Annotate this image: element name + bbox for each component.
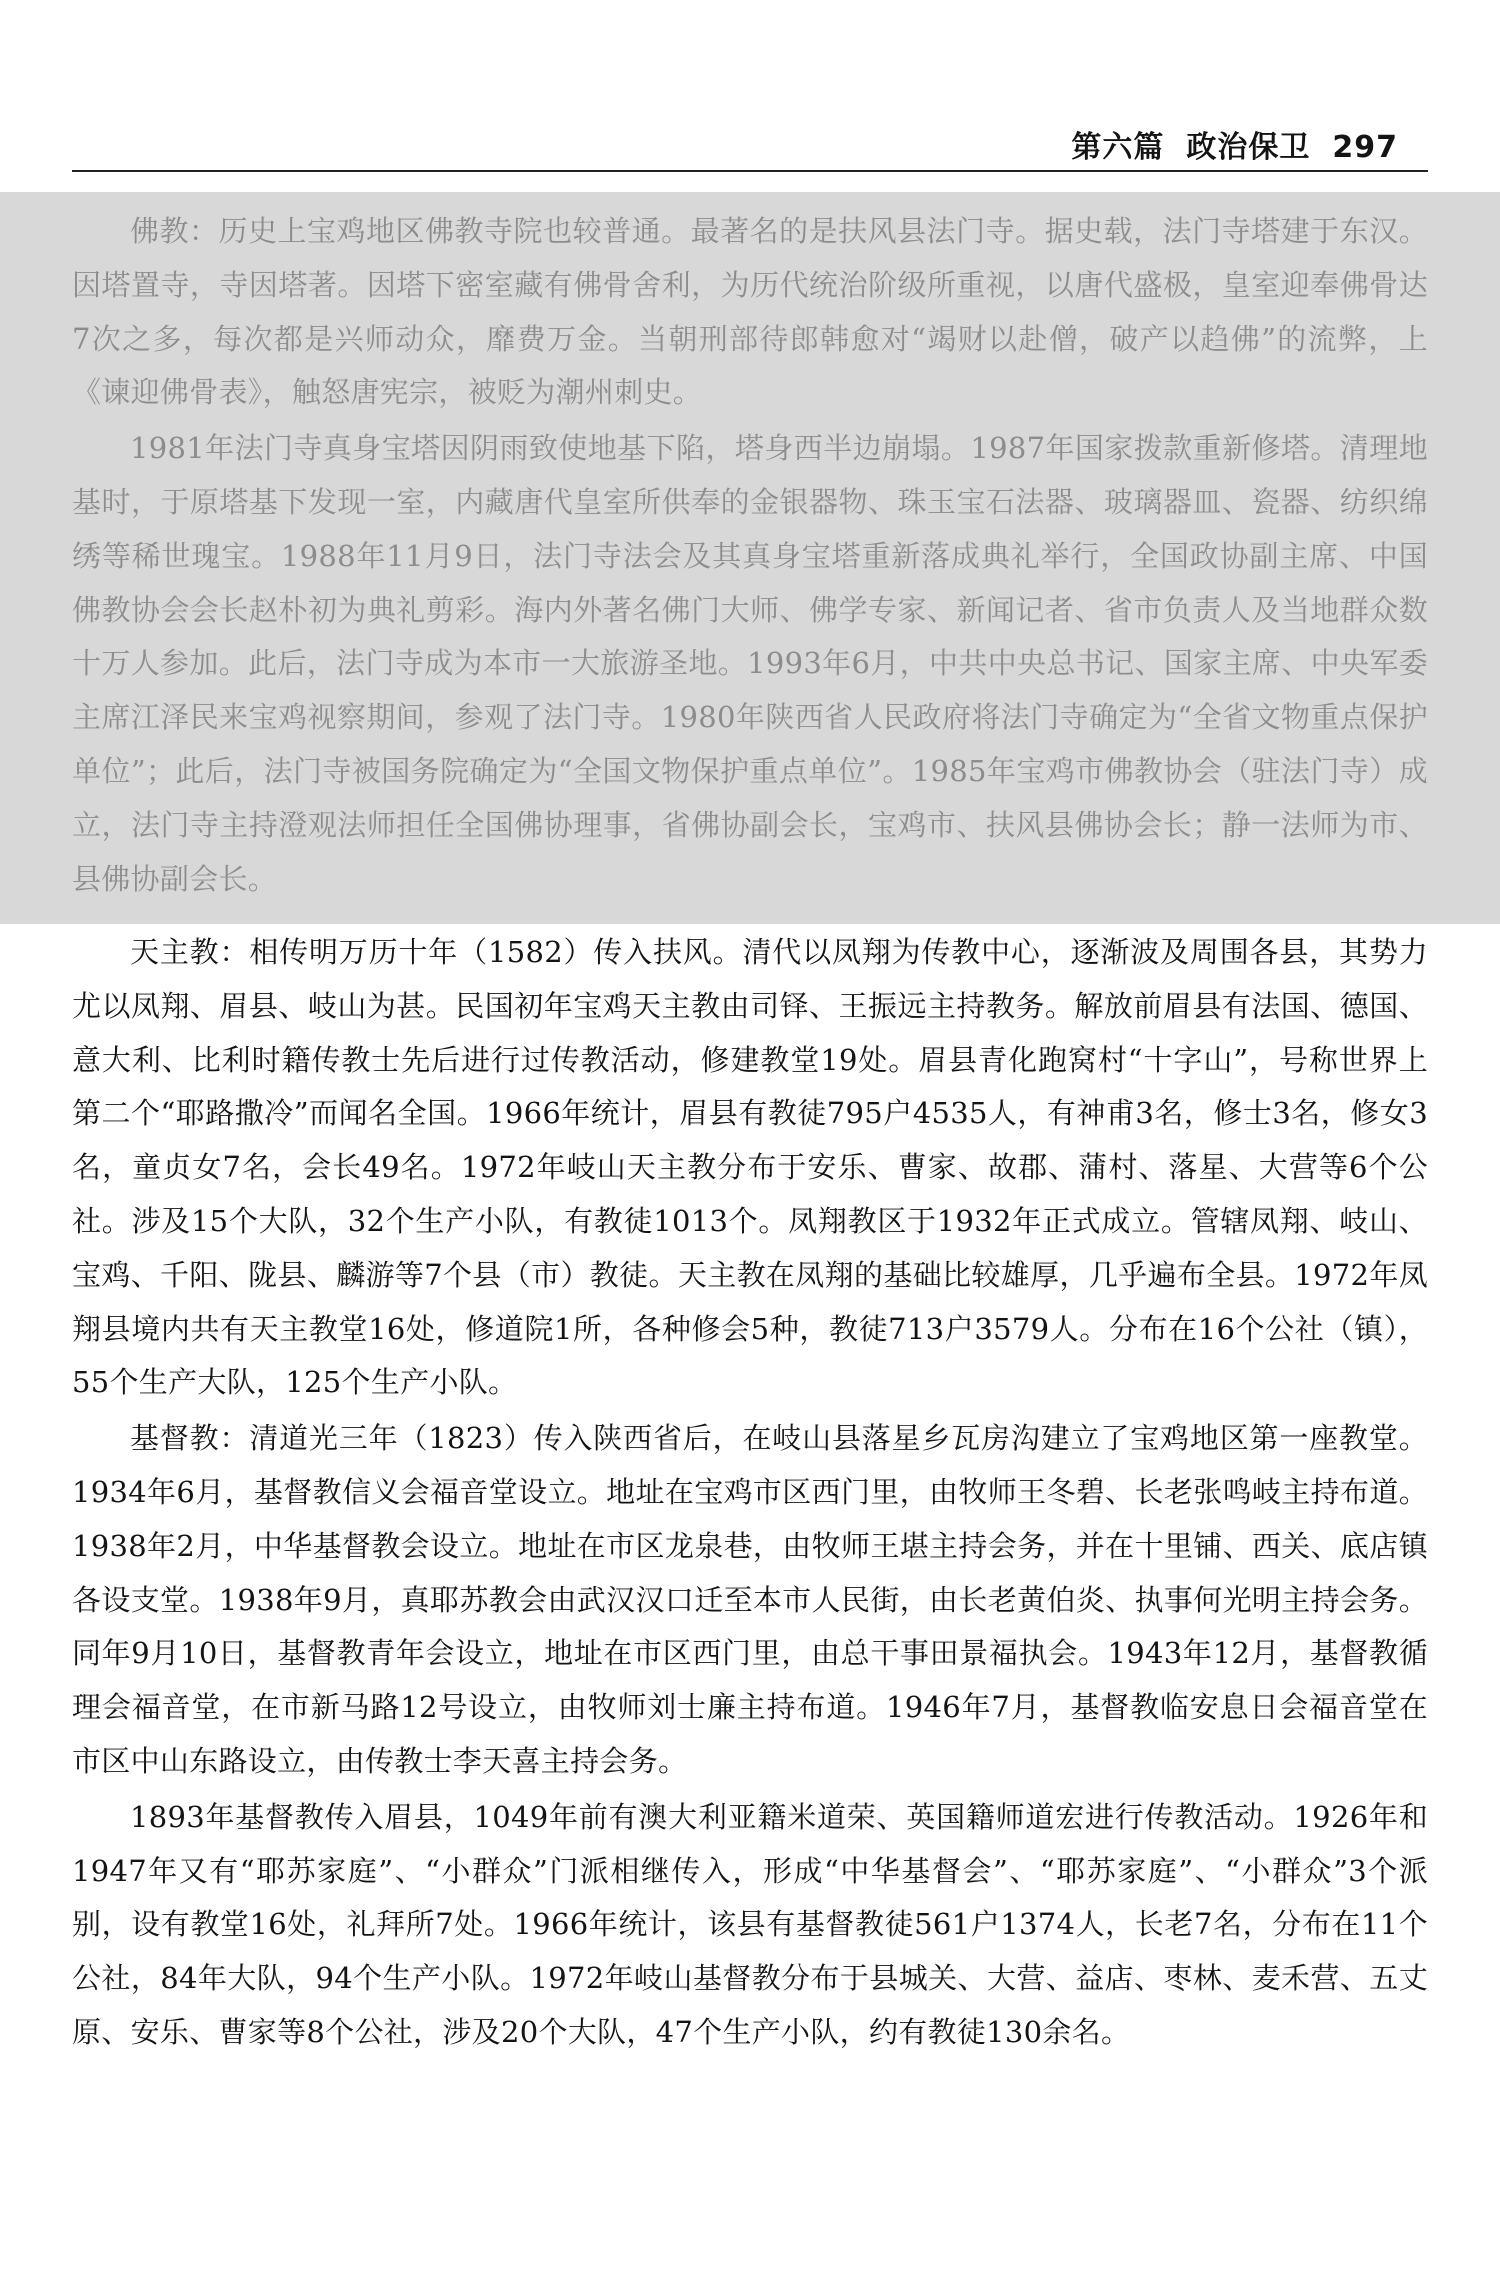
section-title: 政治保卫 — [1186, 130, 1311, 165]
paragraph-catholicism: 天主教：相传明万历十年（1582）传入扶风。清代以凤翔为传教中心，逐渐波及周围各县，其势力尤以凤翔、眉县、岐山为甚。民国初年宝鸡天主教由司铎、王振远主持教务。解放前眉县有法国、德国、意大利、比利时籍传教士先后进行过传教活动，修建教堂19处。眉县青化跑窝村“十字山”，号称世界上第二个“耶路撒冷”而闻名全国。1966年统计，眉县有教徒795户4535人，有神甫3名，修士3名，修女3名，童贞女7名，会长49名。1972年岐山天主教分布于安乐、曹家、故郡、蒲村、落星、大营等6个公社。涉及15个大队，32个生产小队，有教徒1013个。凤翔教区于1932年正式成立。管辖凤翔、岐山、宝鸡、千阳、陇县、麟游等7个县（市）教徒。天主教在凤翔的基础比较雄厚，几乎遍布全县。1972年凤翔县境内共有天主教堂16处，修道院1所，各种修会5种，教徒713户3579人。分布在16个公社（镇），55个生产大队，125个生产小队。 — [72, 935, 1428, 1400]
header-text — [1071, 122, 1398, 166]
main-text — [72, 926, 1428, 2060]
paragraph-christianity: 基督教：清道光三年（1823）传入陕西省后，在岐山县落星乡瓦房沟建立了宝鸡地区第一座教堂。1934年6月，基督教信义会福音堂设立。地址在宝鸡市区西门里，由牧师王冬碧、长老张鸣岐主持布道。1938年2月，中华基督教会设立。地址在市区龙泉巷，由牧师王堪主持会务，并在十里铺、西关、底店镇各设支堂。1938年9月，真耶苏教会由武汉汉口迁至本市人民街，由长老黄伯炎、执事何光明主持会务。同年9月10日，基督教青年会设立，地址在市区西门里，由总干事田景福执会。1943年12月，基督教循理会福音堂，在市新马路12号设立，由牧师刘士廉主持布道。1946年7月，基督教临安息日会福音堂在市区中山东路设立，由传教士李天喜主持会务。 — [72, 1421, 1428, 1778]
paragraph-buddhism-intro: 佛教：历史上宝鸡地区佛教寺院也较普通。最著名的是扶风县法门寺。据史载，法门寺塔建于东汉。因塔置寺，寺因塔著。因塔下密室藏有佛骨舍利，为历代统治阶级所重视，以唐代盛极，皇室迎奉佛骨达7次之多，每次都是兴师动众，靡费万金。当朝刑部待郎韩愈对“竭财以赴僧，破产以趋佛”的流弊，上《谏迎佛骨表》，触怒唐宪宗，被贬为潮州刺史。 — [72, 214, 1428, 410]
running-header — [72, 112, 1428, 172]
buddhism-section — [72, 205, 1428, 906]
highlighted-selection — [0, 192, 1500, 924]
paragraph-meixian-christianity: 1893年基督教传入眉县，1049年前有澳大利亚籍米道荣、英国籍师道宏进行传教活动。1926年和1947年又有“耶苏家庭”、“小群众”门派相继传入，形成“中华基督会”、“耶苏家庭”、“小群众”3个派别，设有教堂16处，礼拜所7处。1966年统计，该县有基督教徒561户1374人，长老7名，分布在11个公社，84年大队，94个生产小队。1972年岐山基督教分布于县城关、大营、益店、枣林、麦禾营、五丈原、安乐、曹家等8个公社，涉及20个大队，47个生产小队，约有教徒130余名。 — [72, 1799, 1428, 2049]
page-number: 297 — [1332, 130, 1398, 165]
part-label: 第六篇 — [1071, 130, 1165, 165]
paragraph-famen-temple: 1981年法门寺真身宝塔因阴雨致使地基下陷，塔身西半边崩塌。1987年国家拨款重新修塔。清理地基时，于原塔基下发现一室，内藏唐代皇室所供奉的金银器物、珠玉宝石法器、玻璃器皿、瓷器、纺织绵绣等稀世瑰宝。1988年11月9日，法门寺法会及其真身宝塔重新落成典礼举行，全国政协副主席、中国佛教协会会长赵朴初为典礼剪彩。海内外著名佛门大师、佛学专家、新闻记者、省市负责人及当地群众数十万人参加。此后，法门寺成为本市一大旅游圣地。1993年6月，中共中央总书记、国家主席、中央军委主席江泽民来宝鸡视察期间，参观了法门寺。1980年陕西省人民政府将法门寺确定为“全省文物重点保护单位”；此后，法门寺被国务院确定为“全国文物保护重点单位”。1985年宝鸡市佛教协会（驻法门寺）成立，法门寺主持澄观法师担任全国佛协理事，省佛协副会长，宝鸡市、扶风县佛协会长；静一法师为市、县佛协副会长。 — [72, 431, 1428, 896]
